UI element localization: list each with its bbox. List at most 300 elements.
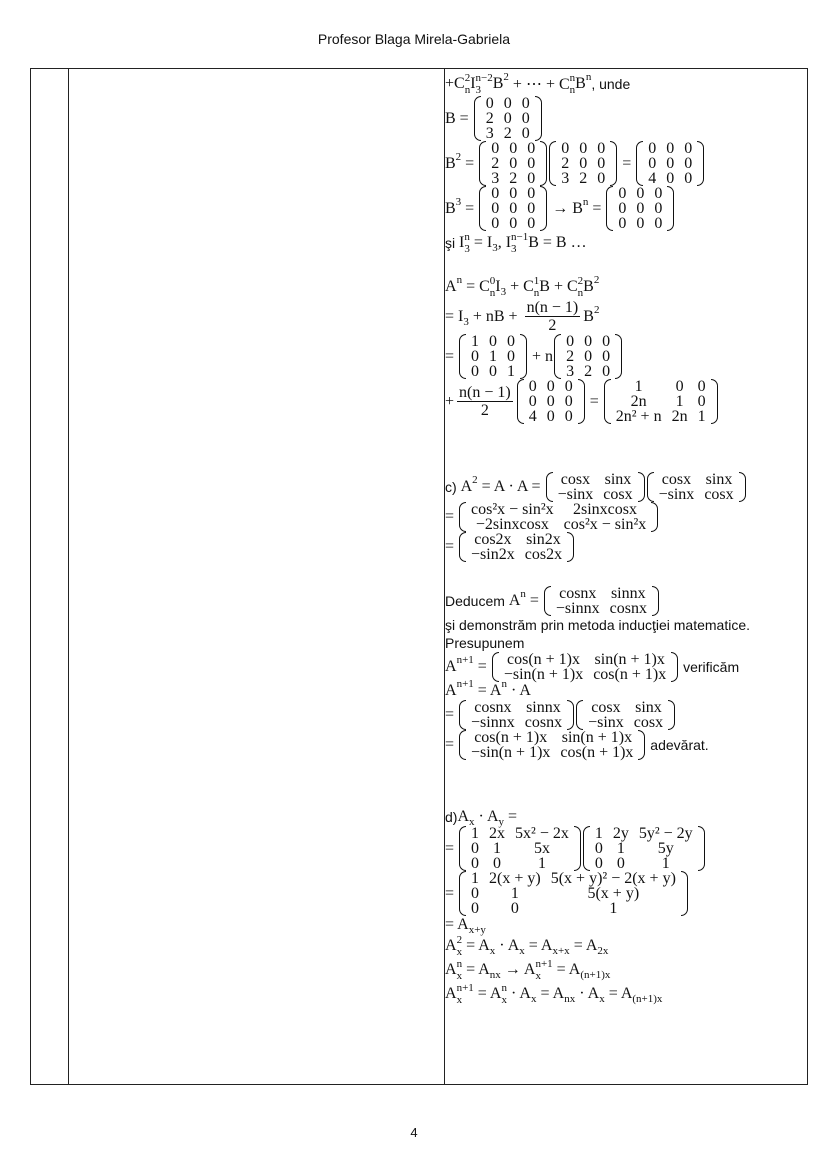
right-parenthesis — [567, 532, 574, 562]
matrix-cell: 1 — [661, 855, 670, 872]
left-parenthesis — [517, 379, 524, 424]
matrix-cell: 2 — [503, 125, 512, 142]
text-run: verificăm — [679, 659, 740, 675]
matrix-cell: sin(n + 1)x — [594, 651, 665, 668]
matrix-cell: 1 — [489, 348, 498, 365]
math-text: = — [445, 736, 459, 753]
right-parenthesis — [567, 700, 574, 730]
matrix — [459, 700, 574, 730]
matrix-cell: 0 — [491, 215, 500, 232]
matrix-cell: 0 — [636, 185, 645, 202]
matrix-cell: cosnx — [524, 714, 563, 731]
math-text: B — [583, 278, 594, 295]
matrix-cell: 1 — [616, 840, 625, 857]
right-parenthesis — [610, 141, 617, 186]
fraction — [457, 384, 513, 419]
matrix-cell: 3 — [491, 170, 500, 187]
matrix-cell: 0 — [618, 215, 627, 232]
matrix-cell: cos²x − sin²x — [471, 501, 554, 518]
left-parenthesis — [554, 334, 561, 379]
sup-sub-index — [476, 72, 493, 96]
matrix-cell: 0 — [666, 155, 675, 172]
superscript: n — [569, 72, 576, 84]
left-parenthesis — [647, 472, 654, 502]
right-parenthesis — [667, 186, 674, 231]
matrix-cell: 0 — [594, 855, 603, 872]
matrix — [583, 826, 705, 871]
matrix-cell: −sinx — [557, 486, 594, 503]
superscript: 2 — [464, 72, 471, 84]
matrix-cell: 0 — [618, 200, 627, 217]
math-text: = I — [469, 234, 493, 251]
math-text: → B — [548, 199, 583, 217]
matrix-cell: 0 — [521, 110, 530, 127]
matrix-cell: cos2x — [474, 531, 512, 548]
matrix-cell: 0 — [666, 170, 675, 187]
matrix-cell: 1 — [471, 825, 480, 842]
matrix-cell: 0 — [564, 408, 573, 425]
right-parenthesis — [711, 379, 718, 424]
matrix-cell: 0 — [648, 155, 657, 172]
right-parenthesis — [638, 730, 645, 760]
fraction-numerator: n(n − 1) — [526, 299, 579, 316]
superscript: n — [501, 678, 507, 690]
matrix-cell: 0 — [684, 155, 693, 172]
matrix — [459, 334, 527, 379]
math-text: = — [588, 199, 606, 217]
matrix-cell: −sin2x — [471, 546, 515, 563]
matrix-cell: 0 — [471, 363, 480, 380]
matrix-cell: −sinnx — [471, 714, 515, 731]
superscript: 1 — [533, 275, 540, 287]
matrix-cell: 0 — [602, 333, 611, 350]
math-line — [445, 678, 805, 700]
left-parenthesis — [576, 700, 583, 730]
matrix-cell: 0 — [509, 185, 518, 202]
matrix-cell: sinx — [635, 699, 662, 716]
subscript: 3 — [475, 84, 482, 96]
superscript: n−2 — [475, 72, 493, 84]
subscript: x — [489, 945, 496, 957]
math-line — [445, 652, 805, 682]
matrix-cell: 5(x + y) — [587, 885, 640, 902]
matrix — [459, 730, 645, 760]
math-line — [445, 186, 805, 231]
math-text: + — [445, 392, 455, 410]
matrix — [479, 141, 547, 186]
left-parenthesis — [546, 472, 553, 502]
matrix-cell: 0 — [527, 155, 536, 172]
math-text: = — [461, 154, 479, 172]
math-text: B + C — [539, 278, 578, 295]
math-text: B — [583, 307, 594, 325]
left-parenthesis — [549, 141, 556, 186]
superscript: 0 — [489, 275, 496, 287]
math-text: = — [585, 392, 603, 410]
matrix-cell: 0 — [584, 333, 593, 350]
matrix-cell: 0 — [566, 333, 575, 350]
matrix-cell: 0 — [602, 363, 611, 380]
matrix-cell: 1 — [471, 870, 480, 887]
math-line — [445, 502, 805, 532]
matrix — [604, 379, 718, 424]
matrix-cell: 2 — [491, 155, 500, 172]
subscript: x — [599, 993, 605, 1005]
math-text: + n — [528, 347, 554, 365]
matrix-cell: 0 — [509, 140, 518, 157]
matrix-cell: 2 — [561, 155, 570, 172]
matrix-cell: 3 — [485, 125, 494, 142]
subscript: (n+1)x — [580, 969, 611, 981]
left-parenthesis — [479, 141, 486, 186]
math-text: · A — [474, 808, 499, 825]
matrix-cell: 0 — [528, 393, 537, 410]
text-run: şi — [445, 235, 459, 251]
matrix-cell: 0 — [503, 95, 512, 112]
matrix-cell: 0 — [527, 215, 536, 232]
matrix-cell: 0 — [654, 185, 663, 202]
subscript: x — [501, 994, 507, 1006]
math-text: = — [445, 884, 459, 902]
superscript: n+1 — [535, 958, 553, 970]
matrix-cell: 0 — [648, 140, 657, 157]
matrix-cell: cosx — [560, 471, 591, 488]
superscript: 2 — [593, 303, 600, 316]
matrix-cell: 2 — [509, 170, 518, 187]
subscript: n — [569, 84, 576, 96]
matrix-cell: 0 — [528, 378, 537, 395]
math-line — [445, 730, 805, 760]
math-text: B — [575, 75, 586, 92]
matrix — [479, 186, 547, 231]
matrix-cell: −sinx — [588, 714, 624, 731]
left-parenthesis — [636, 141, 643, 186]
superscript: n+1 — [456, 678, 474, 690]
matrix-cell: 0 — [654, 215, 663, 232]
superscript: n — [456, 958, 463, 970]
subscript: 3 — [511, 243, 517, 255]
superscript: n — [582, 195, 589, 208]
matrix-cell: 0 — [666, 140, 675, 157]
matrix — [459, 532, 574, 562]
right-parenthesis — [698, 826, 705, 871]
math-line — [445, 472, 805, 502]
math-text: A — [445, 658, 457, 675]
math-line — [445, 141, 805, 186]
matrix-cell: 0 — [579, 155, 588, 172]
matrix-cell: sinx — [604, 471, 632, 488]
matrix-cell: 0 — [697, 378, 706, 395]
matrix-cell: 0 — [546, 378, 555, 395]
right-parenthesis — [615, 334, 622, 379]
matrix-cell: 0 — [546, 393, 555, 410]
matrix-cell: 1 — [493, 840, 502, 857]
math-line — [445, 616, 805, 634]
matrix-cell: 0 — [491, 140, 500, 157]
subscript: x — [535, 970, 541, 982]
math-text: , I — [497, 234, 512, 251]
right-parenthesis — [652, 586, 659, 616]
matrix-cell: 2(x + y) — [489, 870, 541, 887]
matrix-cell: 0 — [654, 200, 663, 217]
subscript: n — [577, 287, 584, 299]
matrix-cell: 2n — [671, 408, 688, 425]
math-text: A — [445, 278, 457, 295]
matrix — [492, 652, 678, 682]
matrix-cell: 0 — [509, 200, 518, 217]
math-text: = — [445, 839, 459, 857]
math-line — [445, 586, 805, 616]
sup-sub-index — [535, 958, 552, 982]
matrix — [576, 700, 675, 730]
matrix-cell: 0 — [602, 348, 611, 365]
matrix-cell: 0 — [485, 95, 494, 112]
sup-sub-index — [511, 231, 528, 255]
matrix-cell: 0 — [471, 885, 480, 902]
math-text: = — [525, 592, 543, 609]
matrix-cell: 0 — [471, 855, 480, 872]
matrix-cell: cos(n + 1)x — [593, 666, 667, 683]
matrix-cell: 0 — [564, 378, 573, 395]
matrix-cell: 1 — [471, 333, 480, 350]
matrix-cell: 0 — [636, 215, 645, 232]
matrix-cell: 0 — [684, 170, 693, 187]
matrix-cell: sinx — [705, 471, 733, 488]
right-parenthesis — [668, 700, 675, 730]
subscript: 3 — [492, 242, 498, 254]
matrix-cell: cos(n + 1)x — [474, 729, 548, 746]
math-text: I — [495, 278, 501, 295]
math-text: = A — [462, 937, 490, 954]
matrix-cell: cosnx — [474, 699, 512, 716]
math-text: = — [445, 508, 459, 525]
matrix-cell: 0 — [697, 393, 706, 410]
matrix-cell: 5y² − 2y — [638, 825, 693, 842]
math-line — [445, 871, 805, 916]
math-text: = A — [552, 961, 581, 978]
math-text: · A — [506, 985, 531, 1002]
math-text: = I — [445, 307, 464, 325]
matrix-cell: 0 — [521, 125, 530, 142]
left-parenthesis — [479, 186, 486, 231]
matrix-cell: 0 — [521, 95, 530, 112]
math-text: A — [445, 937, 457, 954]
superscript: 2 — [472, 474, 478, 486]
right-parenthesis — [520, 334, 527, 379]
matrix-cell: 0 — [579, 140, 588, 157]
superscript: n — [520, 588, 526, 600]
solution-content — [445, 72, 805, 1006]
superscript: n — [456, 274, 463, 286]
matrix-cell: 5x — [533, 840, 550, 857]
matrix-cell: 2n — [630, 393, 647, 410]
matrix-cell: 0 — [509, 215, 518, 232]
matrix-cell: 1 — [634, 378, 643, 395]
right-parenthesis — [574, 826, 581, 871]
matrix-cell: 2 — [584, 363, 593, 380]
matrix-cell: 5y — [657, 840, 674, 857]
matrix-cell: 2 — [579, 170, 588, 187]
matrix-cell: 0 — [527, 140, 536, 157]
math-text: = — [473, 658, 491, 675]
left-parenthesis — [544, 586, 551, 616]
matrix-cell: −sin(n + 1)x — [471, 744, 551, 761]
matrix-cell: 0 — [489, 333, 498, 350]
right-parenthesis — [540, 186, 547, 231]
left-parenthesis — [474, 96, 481, 141]
matrix-cell: 0 — [616, 855, 625, 872]
math-text: · A — [575, 985, 600, 1002]
matrix-cell: 2 — [566, 348, 575, 365]
superscript: 2 — [455, 150, 462, 163]
math-line — [445, 299, 805, 334]
left-parenthesis — [459, 871, 466, 916]
subscript: x — [456, 970, 463, 982]
left-parenthesis — [492, 652, 499, 682]
matrix-cell: 3 — [561, 170, 570, 187]
matrix-cell: 0 — [584, 348, 593, 365]
math-line — [445, 958, 805, 982]
page-number: 4 — [410, 1125, 418, 1140]
math-text: · A — [506, 682, 531, 699]
left-parenthesis — [459, 730, 466, 760]
subscript: x — [530, 993, 537, 1005]
subscript: x+y — [468, 924, 486, 936]
subscript: 2x — [597, 945, 609, 957]
math-line — [445, 934, 805, 958]
math-line — [445, 700, 805, 730]
matrix — [544, 586, 659, 616]
matrix-cell: 0 — [597, 155, 606, 172]
matrix — [546, 472, 645, 502]
matrix-cell: sinnx — [610, 585, 646, 602]
math-line — [445, 334, 805, 379]
fraction-denominator: 2 — [548, 317, 557, 334]
math-text: = — [445, 347, 459, 365]
math-text: I — [459, 234, 465, 251]
matrix-cell: 0 — [507, 348, 516, 365]
subscript: 3 — [464, 243, 470, 255]
math-line — [445, 379, 805, 424]
math-text: A — [508, 592, 521, 609]
superscript: n — [464, 231, 470, 243]
matrix — [606, 186, 674, 231]
matrix-cell: 0 — [597, 140, 606, 157]
math-line — [445, 72, 805, 96]
math-text: + nB + — [468, 307, 522, 325]
left-parenthesis — [459, 700, 466, 730]
math-text: = A — [524, 937, 553, 954]
math-text: · A — [495, 937, 520, 954]
matrix-cell: 0 — [546, 408, 555, 425]
matrix-cell: 4 — [648, 170, 657, 187]
math-line — [445, 634, 805, 652]
page-header-author: Profesor Blaga Mirela-Gabriela — [317, 31, 511, 47]
matrix-cell: 0 — [684, 140, 693, 157]
math-text: = — [461, 199, 479, 217]
matrix-cell: 2y — [612, 825, 629, 842]
matrix — [517, 379, 585, 424]
matrix-cell: 0 — [527, 185, 536, 202]
math-text: B = B … — [528, 234, 587, 251]
subscript: 3 — [500, 286, 507, 298]
matrix-cell: 3 — [566, 363, 575, 380]
matrix-cell: sinnx — [526, 699, 561, 716]
matrix-cell: cosx — [633, 714, 664, 731]
matrix-cell: −sin(n + 1)x — [503, 666, 584, 683]
matrix-cell: −sinx — [658, 486, 695, 503]
fraction-numerator: n(n − 1) — [459, 384, 511, 401]
matrix-cell: 0 — [594, 840, 603, 857]
matrix-cell: 0 — [471, 348, 480, 365]
math-text: = A — [569, 937, 598, 954]
math-text: A — [445, 961, 457, 978]
text-run: Deducem — [445, 593, 509, 609]
matrix-cell: 1 — [675, 393, 684, 410]
superscript: n+1 — [456, 654, 474, 666]
matrix-cell: 0 — [491, 200, 500, 217]
matrix-cell: 0 — [489, 363, 498, 380]
subscript: n — [489, 287, 496, 299]
matrix — [459, 826, 581, 871]
matrix-cell: cosx — [661, 471, 692, 488]
superscript: 2 — [503, 71, 509, 83]
matrix-cell: cosx — [591, 699, 621, 716]
matrix-cell: 0 — [636, 200, 645, 217]
matrix-cell: sin2x — [526, 531, 561, 548]
math-line — [445, 982, 805, 1006]
subscript: nx — [489, 969, 501, 981]
text-run: , unde — [591, 76, 631, 92]
matrix — [647, 472, 746, 502]
matrix-cell: 0 — [527, 170, 536, 187]
left-parenthesis — [604, 379, 611, 424]
matrix-cell: cos(n + 1)x — [506, 651, 580, 668]
matrix-cell: 0 — [618, 185, 627, 202]
subscript: (n+1)x — [632, 993, 663, 1005]
subscript: x+x — [552, 945, 570, 957]
matrix-cell: 0 — [527, 200, 536, 217]
math-line — [445, 826, 805, 871]
math-text: B — [445, 154, 456, 172]
math-text: = A — [462, 961, 490, 978]
matrix-cell: 0 — [471, 900, 480, 917]
matrix-cell: 1 — [537, 855, 546, 872]
right-parenthesis — [638, 472, 645, 502]
math-text: = A — [473, 682, 502, 699]
math-text: B = — [445, 109, 473, 127]
math-text: A — [460, 478, 473, 495]
right-parenthesis — [535, 96, 542, 141]
matrix-cell: cosx — [603, 486, 633, 503]
subscript: x — [519, 945, 525, 957]
matrix — [474, 96, 542, 141]
math-text: = A — [445, 916, 469, 933]
matrix-cell: 5(x + y)² − 2(x + y) — [550, 870, 676, 887]
matrix — [549, 141, 617, 186]
left-parenthesis — [583, 826, 590, 871]
matrix-cell: 0 — [471, 840, 480, 857]
math-text: = C — [462, 278, 490, 295]
math-text: +C — [445, 75, 465, 92]
subscript: x — [469, 816, 475, 828]
superscript: 3 — [455, 195, 462, 208]
math-line — [445, 532, 805, 562]
math-text: A — [457, 808, 470, 825]
left-parenthesis — [459, 334, 466, 379]
left-parenthesis — [459, 826, 466, 871]
matrix-cell: 2 — [485, 110, 494, 127]
